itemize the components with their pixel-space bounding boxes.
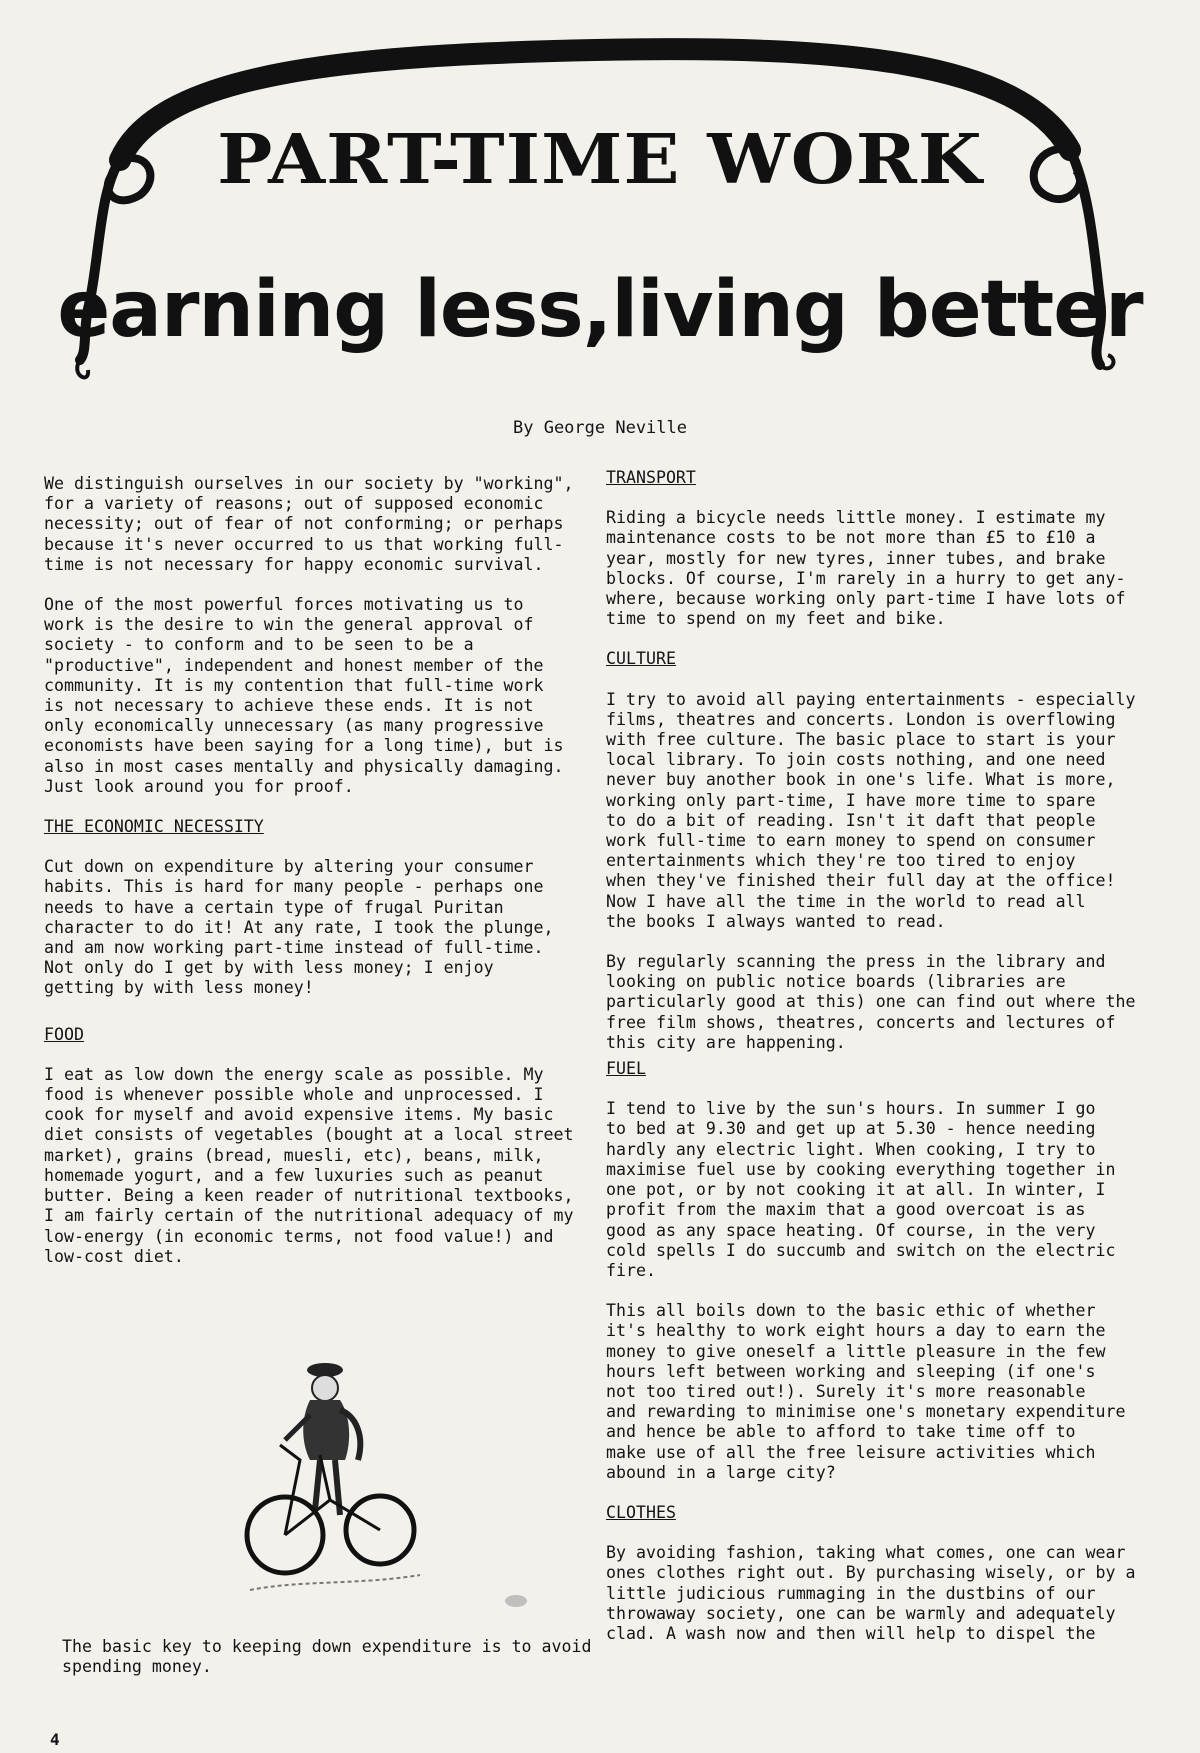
intro-paragraph-2: One of the most powerful forces motivating us to work is the desire to win the general approval of society - to conform and to be seen to be a "productive", independent and honest member of the community. It is my contention that full-time work is not necessary to achieve these ends. It is not only economically unnecessary (as many progressive economists have been saying for a long time), but is also in most cases mentally and physically damaging. Just look around you for proof. (44, 595, 564, 796)
culture-paragraph-2: By regularly scanning the press in the library and looking on public notice boards (libraries are particularly good at this) one can find out where the free film shows, theatres, concerts and lectures of this city are happening. (606, 952, 1136, 1052)
clothes-paragraph: By avoiding fashion, taking what comes, one can wear ones clothes right out. By purchasing wisely, or by a little judicious rummaging in the dustbins of our throwaway society, one can be warmly and adequately clad. A wash now and then will help to dispel the (606, 1543, 1136, 1643)
section-heading-transport: TRANSPORT (606, 468, 696, 487)
culture-paragraph-1: I try to avoid all paying entertainments - especially films, theatres and concerts. London is overflowing with free culture. The basic place to start is your local library. To join costs nothing, and one need never buy another book in one's life. What is more, working only part-time, I have more time to spare to do a bit of reading. Isn't it daft that people work full-time to earn money to spend on consumer entertainments which they're too tired to enjoy when they've finished their full day at the office! Now I have all the time in the world to read all the books I always wanted to read. (606, 689, 1136, 931)
ink-smudge (505, 1595, 527, 1607)
section-heading-economic: THE ECONOMIC NECESSITY (44, 817, 264, 837)
food-paragraph: I eat as low down the energy scale as possible. My food is whenever possible whole and unprocessed. I cook for myself and avoid expensive items. My basic diet consists of vegetables (bought at a local street market), grains (bread, muesli, etc), beans, milk, homemade yogurt, and a few luxuries such as peanut butter. Being a keen reader of nutritional textbooks, I am fairly certain of the nutritional adequacy of my low-energy (in economic terms, not food value!) and low-cost diet. (44, 1064, 574, 1266)
cyclist-illustration-icon (240, 1350, 440, 1600)
fuel-paragraph-1: I tend to live by the sun's hours. In summer I go to bed at 9.30 and get up at 5.30 - hence needing hardly any electric light. When cooking, I try to maximise fuel use by cooking everything together in one pot, or by not cooking it at all. In winter, I profit from the maxim that a good overcoat is as good as any space heating. Of course, in the very cold spells I do succumb and switch on the electric fire. (606, 1099, 1116, 1280)
section-heading-fuel: FUEL (606, 1059, 646, 1079)
illustration-caption: The basic key to keeping down expenditure is to avoid spending money. (62, 1637, 592, 1676)
section-heading-culture: CULTURE (606, 649, 676, 669)
right-column (606, 468, 1166, 1664)
intro-paragraph-1: We distinguish ourselves in our society by "working", for a variety of reasons; out of supposed economic necessity; out of fear of not conforming; or perhaps because it's never occurred to us that working full- time is not necessary for happy economic survival. (44, 474, 574, 574)
economic-paragraph: Cut down on expenditure by altering your consumer habits. This is hard for many people - perhaps one needs to have a certain type of frugal Puritan character to do it! At any rate, I took the plunge, and am now working part-time instead of full-time. Not only do I get by with less money; I enjoy getting by with less money! (44, 857, 554, 998)
fuel-paragraph-2: This all boils down to the basic ethic of whether it's healthy to work eight hours a day to earn the money to give oneself a little pleasure in the few hours left between working and sleeping (if one's not too tired out!). Surely it's more reasonable and rewarding to minimise one's monetary expenditure and hence be able to afford to take time off to make use of all the free leisure activities which abound in a large city? (606, 1301, 1126, 1482)
section-heading-food: FOOD (44, 1024, 84, 1044)
page-subtitle: earning less,living better (57, 265, 1143, 355)
page-number: 4 (50, 1730, 60, 1749)
page-title: PART-TIME WORK (217, 120, 983, 200)
left-column (44, 474, 604, 1287)
section-heading-clothes: CLOTHES (606, 1502, 676, 1522)
byline: By George Neville (513, 418, 687, 438)
transport-paragraph: Riding a bicycle needs little money. I estimate my maintenance costs to be not more than £5 to £10 a year, mostly for new tyres, inner tubes, and brake blocks. Of course, I'm rarely in a hurry to get any- where, because working only part-time I have lots of time to spend on my feet and bike. (606, 508, 1126, 629)
